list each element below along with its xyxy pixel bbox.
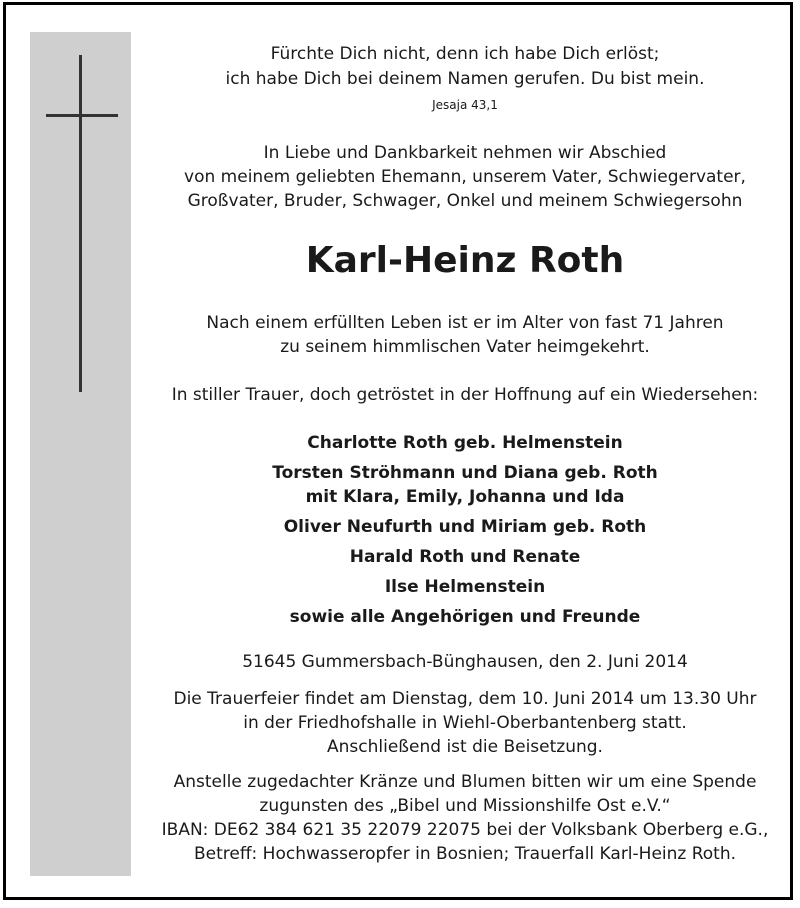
- donation-line-4: Betreff: Hochwasseropfer in Bosnien; Trauerfall Karl-Heinz Roth.: [193, 844, 737, 864]
- mourner-item: Charlotte Roth geb. Helmenstein: [307, 433, 623, 453]
- cross-icon: [79, 55, 82, 392]
- place-date: 51645 Gummersbach-Bünghausen, den 2. Juni 2014: [242, 652, 688, 672]
- deceased-name: Karl-Heinz Roth: [305, 240, 625, 281]
- donation-line-1: Anstelle zugedachter Kränze und Blumen bitten wir um eine Spende: [173, 772, 757, 792]
- intro-line-1: In Liebe und Dankbarkeit nehmen wir Abschied: [263, 143, 667, 163]
- donation-line-2: zugunsten des „Bibel und Missionshilfe Ost e.V.“: [259, 796, 671, 816]
- funeral-line-3: Anschließend ist die Beisetzung.: [327, 737, 603, 757]
- verse-line-2: ich habe Dich bei deinem Namen gerufen. Du bist mein.: [225, 69, 705, 89]
- intro-line-2: von meinem geliebten Ehemann, unserem Vater, Schwiegervater,: [184, 167, 746, 187]
- mourner-item: Ilse Helmenstein: [384, 577, 546, 597]
- notice-content: [150, 0, 780, 900]
- life-line-1: Nach einem erfüllten Leben ist er im Alter von fast 71 Jahren: [206, 313, 724, 333]
- funeral-line-2: in der Friedhofshalle in Wiehl-Oberbantenberg statt.: [243, 713, 687, 733]
- donation-line-3: IBAN: DE62 384 621 35 22079 22075 bei der Volksbank Oberberg e.G.,: [161, 820, 769, 840]
- verse-reference: Jesaja 43,1: [432, 98, 498, 112]
- mourning-line: In stiller Trauer, doch getröstet in der Hoffnung auf ein Wiedersehen:: [171, 385, 759, 405]
- verse-line-1: Fürchte Dich nicht, denn ich habe Dich erlöst;: [270, 44, 660, 64]
- mourner-item: Harald Roth und Renate: [349, 547, 581, 567]
- mourner-item: Torsten Ströhmann und Diana geb. Roth: [272, 463, 658, 483]
- life-line-2: zu seinem himmlischen Vater heimgekehrt.: [280, 337, 650, 357]
- intro-line-3: Großvater, Bruder, Schwager, Onkel und meinem Schwiegersohn: [187, 191, 743, 211]
- mourner-item: Oliver Neufurth und Miriam geb. Roth: [283, 517, 647, 537]
- funeral-line-1: Die Trauerfeier findet am Dienstag, dem 10. Juni 2014 um 13.30 Uhr: [173, 689, 757, 709]
- mourner-item: mit Klara, Emily, Johanna und Ida: [305, 487, 625, 507]
- cross-icon-bar: [46, 114, 118, 117]
- mourner-item: sowie alle Angehörigen und Freunde: [289, 607, 641, 627]
